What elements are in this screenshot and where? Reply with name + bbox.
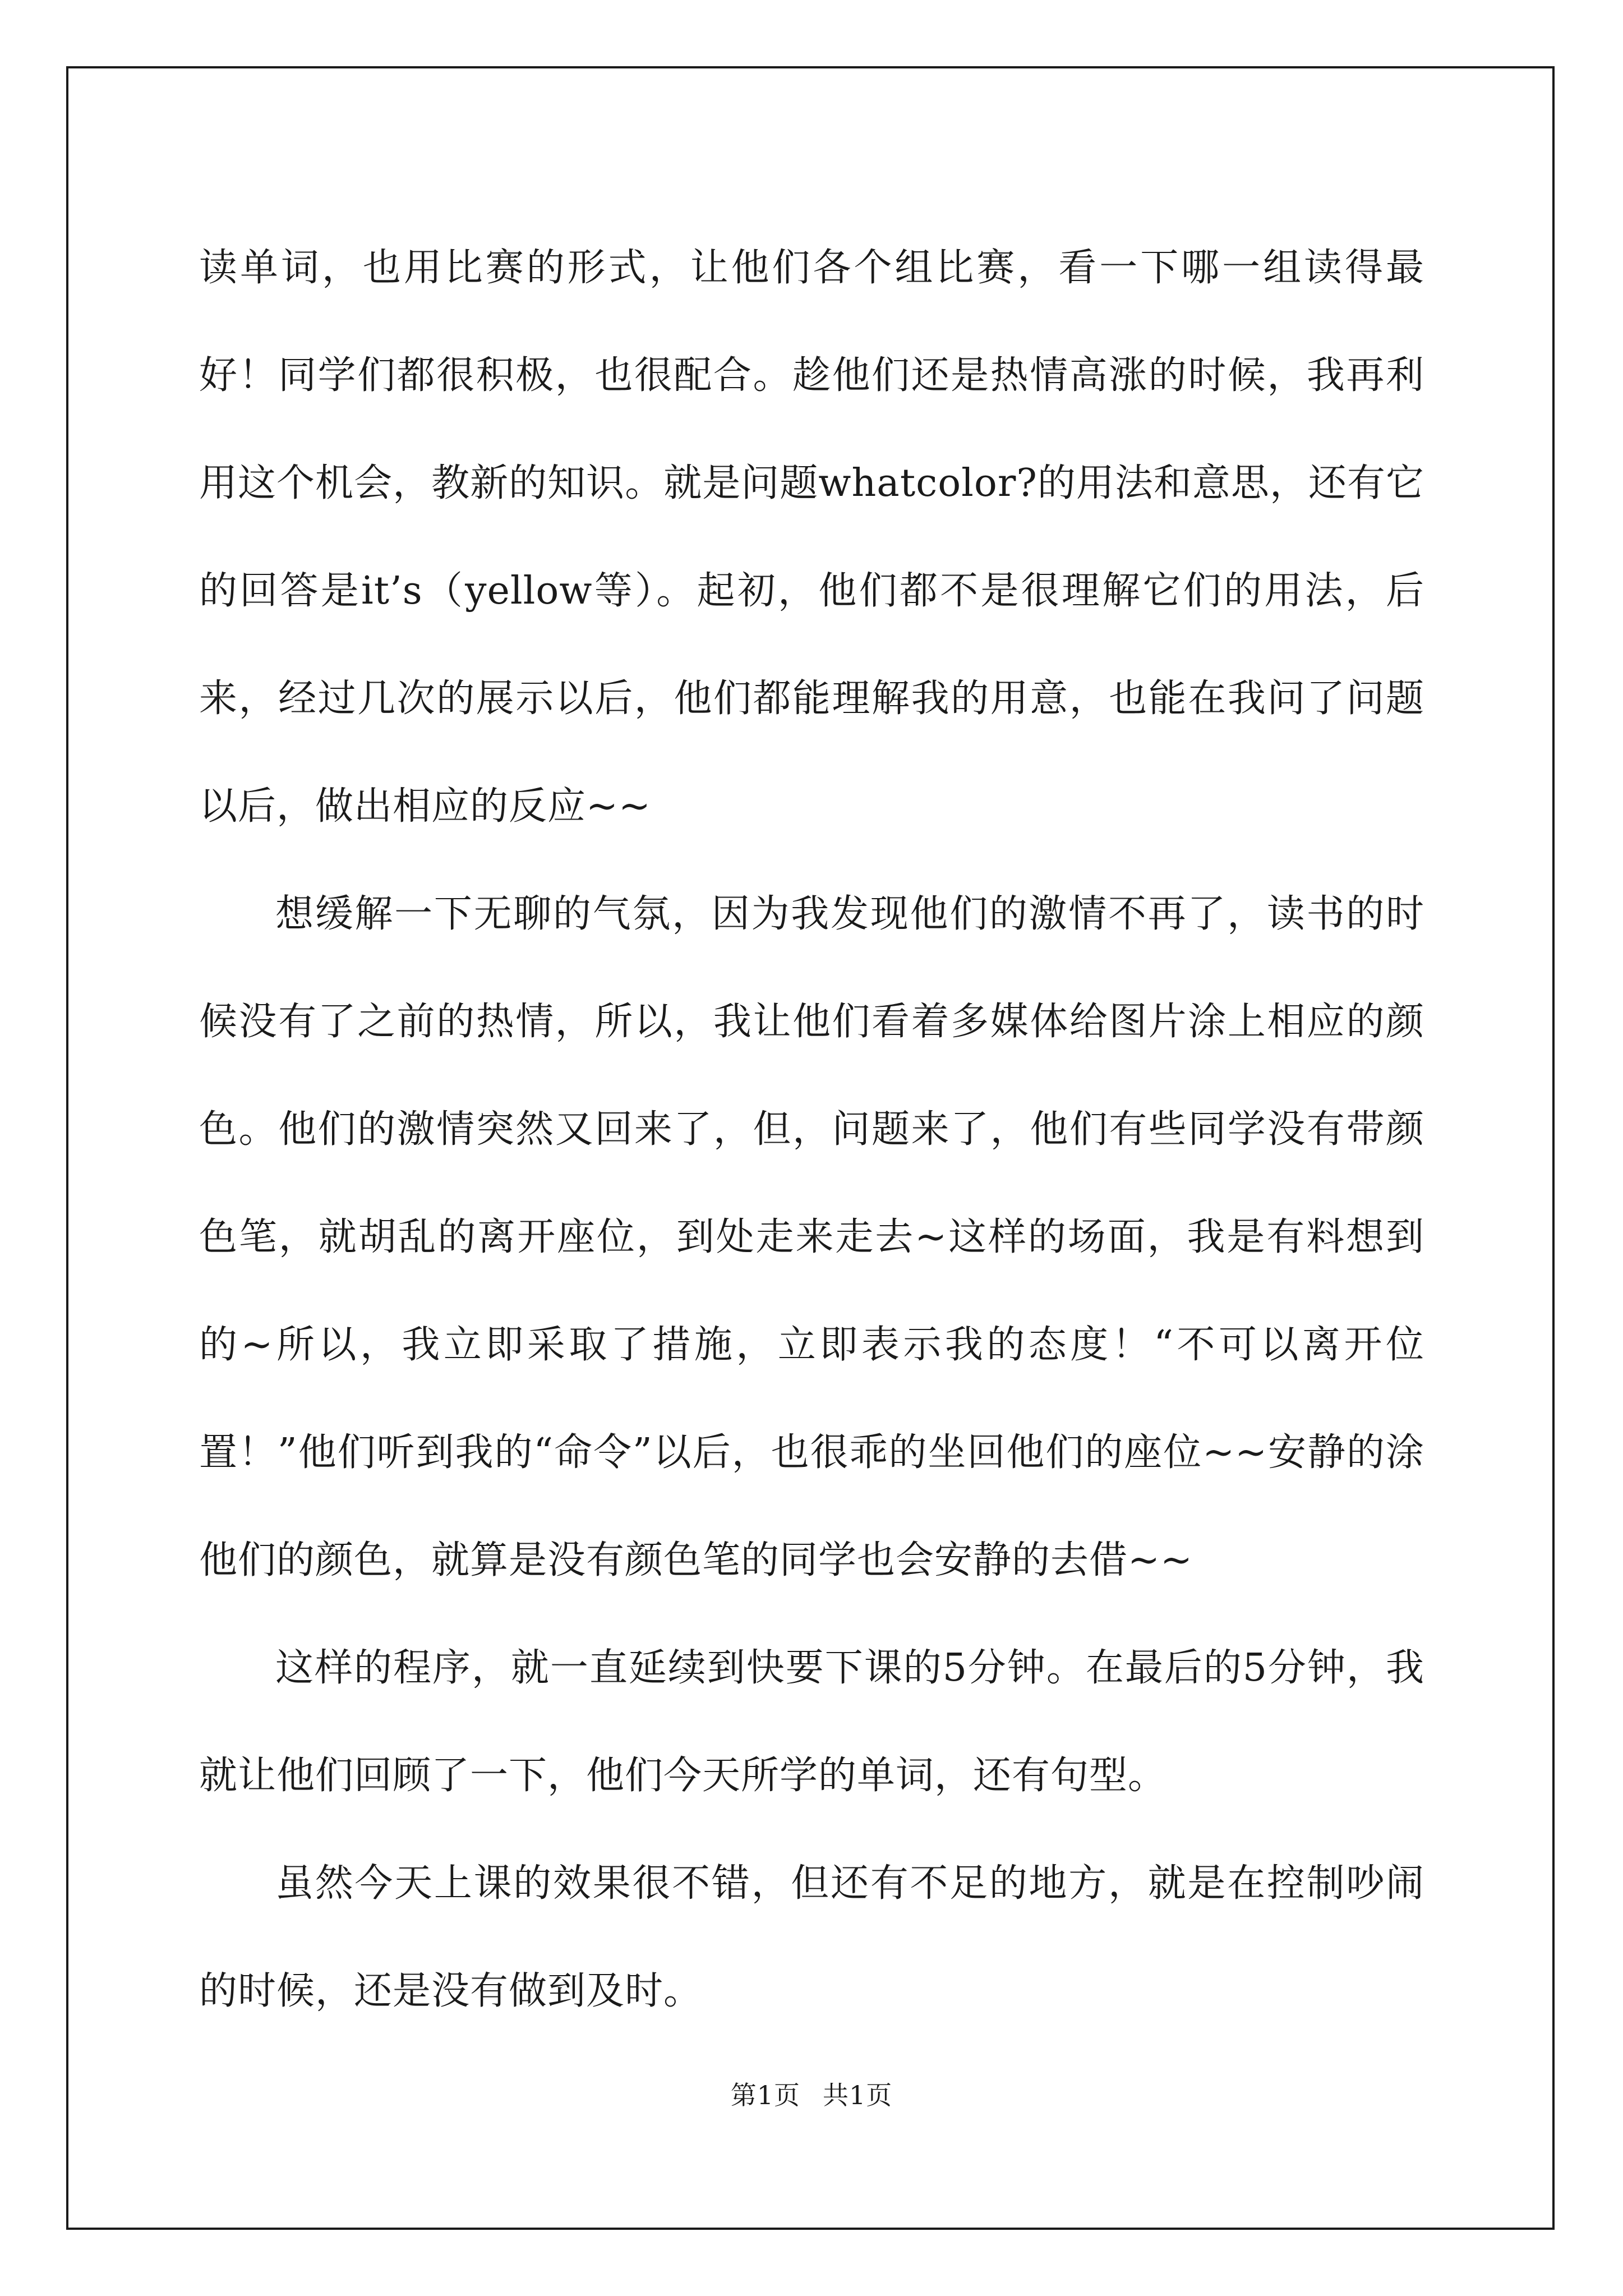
document-body xyxy=(199,214,1424,2045)
page-footer xyxy=(0,2078,1623,2112)
page-number: 第1页 xyxy=(730,2080,800,2110)
page-total: 共1页 xyxy=(823,2080,893,2110)
paragraph-3: 这样的程序，就一直延续到快要下课的5分钟。在最后的5分钟，我就让他们回顾了一下，他们今天所学的单词，还有句型。 xyxy=(199,1646,1424,1798)
paragraph-1: 读单词，也用比赛的形式，让他们各个组比赛，看一下哪一组读得最好！同学们都很积极，也很配合。趁他们还是热情高涨的时候，我再利用这个机会，教新的知识。就是问题whatcolor?的用法和意思，还有它的回答是it’s（yellow等）。起初，他们都不是很理解它们的用法，后来，经过几次的展示以后，他们都能理解我的用意，也能在我问了问题以后，做出相应的反应~~ xyxy=(199,246,1424,829)
paragraph-4: 虽然今天上课的效果很不错，但还有不足的地方，就是在控制吵闹的时候，还是没有做到及时。 xyxy=(199,1861,1424,2013)
paragraph-2: 想缓解一下无聊的气氛，因为我发现他们的激情不再了，读书的时候没有了之前的热情，所以，我让他们看着多媒体给图片涂上相应的颜色。他们的激情突然又回来了，但，问题来了，他们有些同学没有带颜色笔，就胡乱的离开座位，到处走来走去~这样的场面，我是有料想到的~所以，我立即采取了措施，立即表示我的态度！“不可以离开位置！”他们听到我的“命令”以后，也很乖的坐回他们的座位~~安静的涂他们的颜色，就算是没有颜色笔的同学也会安静的去借~~ xyxy=(199,892,1424,1582)
